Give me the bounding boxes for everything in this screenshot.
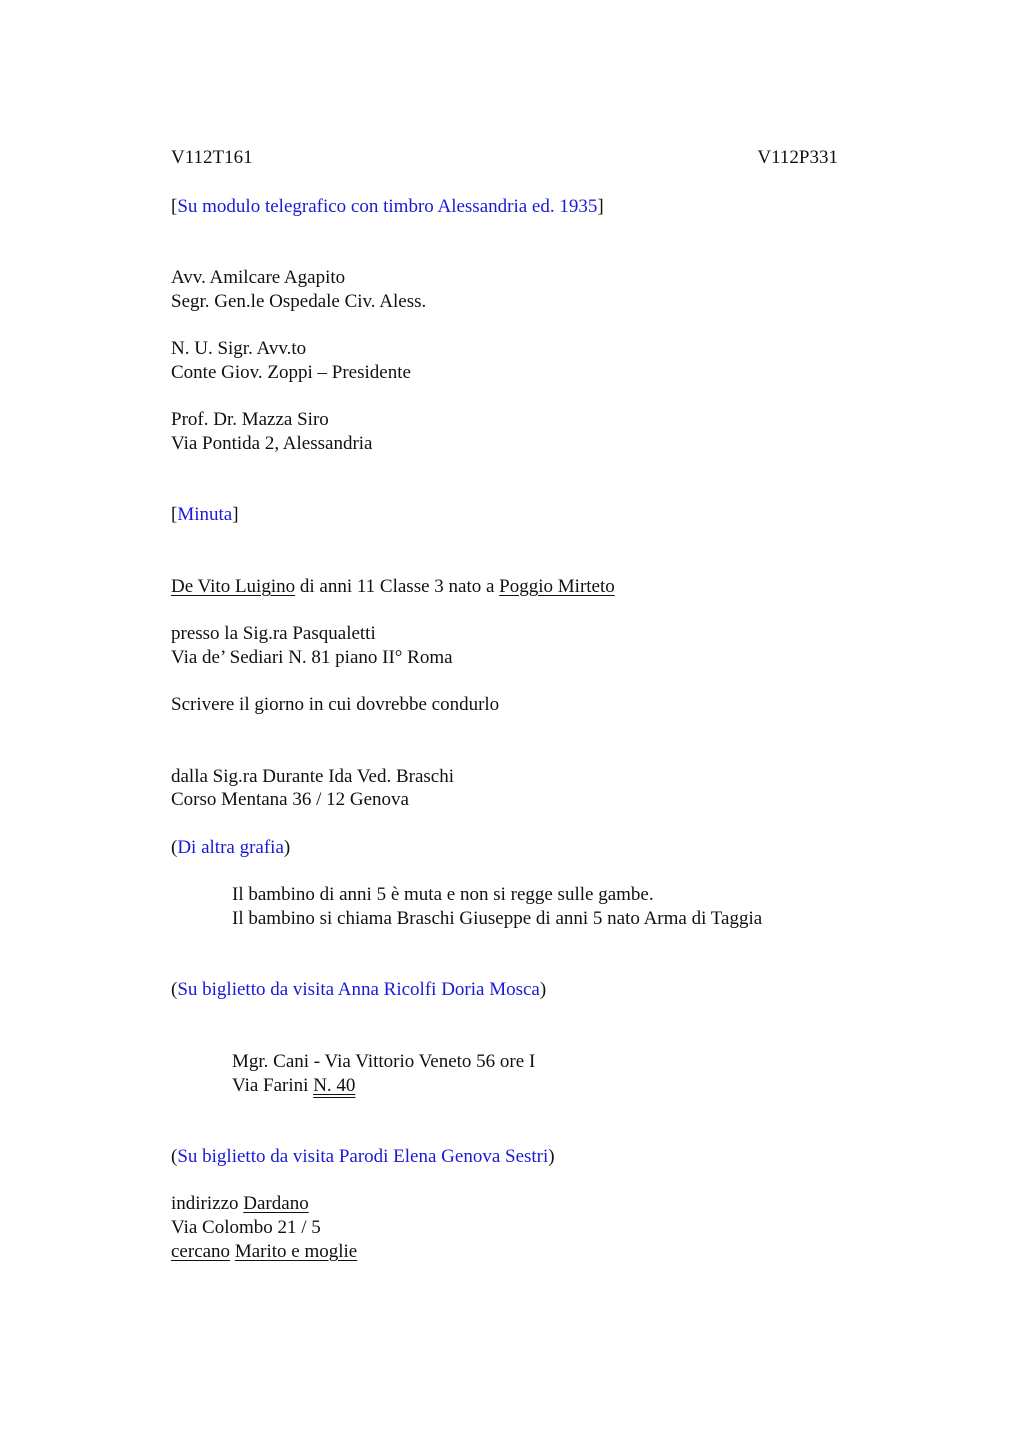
presso-line2: Via de’ Sediari N. 81 piano II° Roma (171, 647, 453, 668)
child-birthplace: Poggio Mirteto (499, 576, 615, 597)
addressee-agapito-line1: Avv. Amilcare Agapito (171, 267, 346, 288)
addressee-zoppi-line1: N. U. Sigr. Avv.to (171, 338, 307, 359)
dardano-name: Dardano (243, 1193, 309, 1214)
cercano-line (171, 1240, 357, 1264)
bambino-line1: Il bambino di anni 5 è muta e non si regge sulle gambe. (232, 884, 654, 905)
editorial-note-parodi: (Su biglietto da visita Parodi Elena Genova Sestri) (171, 1146, 555, 1167)
editorial-note-telegram: [Su modulo telegrafico con timbro Alessandria ed. 1935] (171, 196, 604, 217)
cercano-object: Marito e moglie (234, 1241, 358, 1262)
left-code: V112T161 (171, 147, 253, 168)
addressee-agapito-line2: Segr. Gen.le Ospedale Civ. Aless. (171, 291, 427, 312)
cercano-word: cercano (171, 1241, 231, 1262)
dalla-line2: Corso Mentana 36 / 12 Genova (171, 789, 409, 810)
child-name: De Vito Luigino (171, 576, 296, 597)
bambino-line2: Il bambino si chiama Braschi Giuseppe di anni 5 nato Arma di Taggia (232, 908, 763, 929)
editorial-note-ricolfi: (Su biglietto da visita Anna Ricolfi Doria Mosca) (171, 979, 547, 1000)
addressee-mazza-line1: Prof. Dr. Mazza Siro (171, 409, 329, 430)
addressee-zoppi-line2: Conte Giov. Zoppi – Presidente (171, 362, 411, 383)
cani-number: N. 40 (313, 1075, 356, 1096)
dalla-line1: dalla Sig.ra Durante Ida Ved. Braschi (171, 766, 454, 787)
child-line (171, 575, 615, 599)
editorial-note-text: Su biglietto da visita Anna Ricolfi Doria Mosca (177, 979, 540, 1000)
presso-line1: presso la Sig.ra Pasqualetti (171, 623, 376, 644)
editorial-note-text: Su biglietto da visita Parodi Elena Genova Sestri (177, 1146, 549, 1167)
editorial-note-text: Di altra grafia (177, 837, 284, 858)
child-details: di anni 11 Classe 3 nato a (295, 576, 500, 597)
cani-street: Via Farini (232, 1075, 314, 1096)
editorial-note-text: Minuta (177, 504, 233, 525)
right-code: V112P331 (757, 147, 838, 168)
instruction-line: Scrivere il giorno in cui dovrebbe condurlo (171, 694, 500, 715)
addressee-mazza-line2: Via Pontida 2, Alessandria (171, 433, 373, 454)
cani-line2 (232, 1074, 355, 1098)
editorial-note-grafia: (Di altra grafia) (171, 837, 291, 858)
dardano-prefix: indirizzo (171, 1193, 244, 1214)
dardano-street: Via Colombo 21 / 5 (171, 1217, 321, 1238)
dardano-line (171, 1192, 309, 1216)
editorial-note-minuta: [Minuta] (171, 504, 239, 525)
cani-line1: Mgr. Cani - Via Vittorio Veneto 56 ore I (232, 1051, 536, 1072)
editorial-note-text: Su modulo telegrafico con timbro Alessandria ed. 1935 (177, 196, 598, 217)
